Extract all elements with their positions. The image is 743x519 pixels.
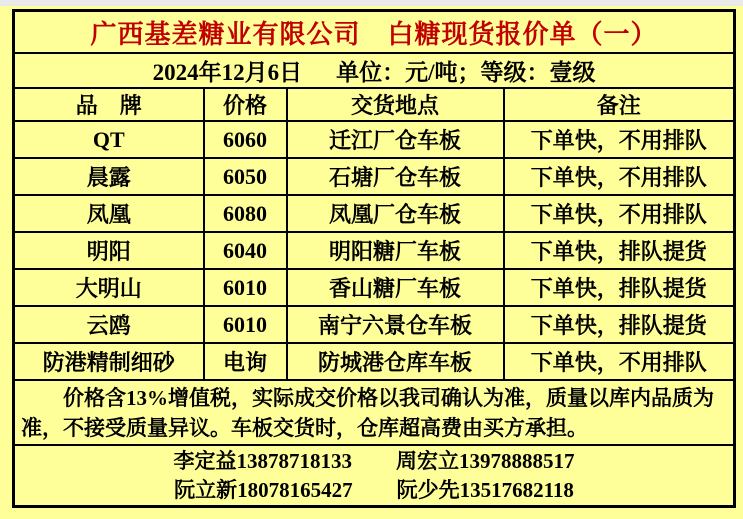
quote-table <box>12 9 736 508</box>
col-header-price: 价格 <box>204 88 287 121</box>
date-row <box>14 53 735 88</box>
brand-cell: 大明山 <box>14 269 204 306</box>
price-cell: 6060 <box>204 121 287 158</box>
brand-cell: 凤凰 <box>14 195 204 232</box>
remark-cell: 下单快，排队提货 <box>504 269 735 306</box>
location-cell: 迁江厂仓车板 <box>287 121 504 158</box>
brand-cell: 晨露 <box>14 158 204 195</box>
contact-entry: 阮立新18078165427 <box>174 477 353 502</box>
remark-cell: 下单快，不用排队 <box>504 158 735 195</box>
remark-cell: 下单快，排队提货 <box>504 232 735 269</box>
contact-entry: 李定益13878718133 <box>173 448 352 473</box>
location-cell: 防城港仓库车板 <box>287 343 504 380</box>
table-row <box>14 269 735 306</box>
disclaimer-row <box>14 380 735 445</box>
price-cell: 6050 <box>204 158 287 195</box>
remark-cell: 下单快，不用排队 <box>504 195 735 232</box>
location-cell: 凤凰厂仓车板 <box>287 195 504 232</box>
brand-cell: QT <box>14 121 204 158</box>
remark-cell: 下单快，不用排队 <box>504 343 735 380</box>
table-row <box>14 121 735 158</box>
col-header-location: 交货地点 <box>287 88 504 121</box>
date-unit-cell <box>14 53 735 88</box>
price-cell: 6040 <box>204 232 287 269</box>
date-text: 2024年12月6日 <box>152 60 303 85</box>
location-cell: 香山糖厂车板 <box>287 269 504 306</box>
table-row <box>14 158 735 195</box>
disclaimer-cell <box>14 380 735 445</box>
brand-cell: 明阳 <box>14 232 204 269</box>
remark-cell: 下单快，排队提货 <box>504 306 735 343</box>
brand-cell: 云鸥 <box>14 306 204 343</box>
unit-grade-text: 单位：元/吨；等级：壹级 <box>336 60 596 85</box>
title-row <box>14 11 735 54</box>
location-cell: 南宁六景仓车板 <box>287 306 504 343</box>
table-row <box>14 195 735 232</box>
location-cell: 明阳糖厂车板 <box>287 232 504 269</box>
contact-line <box>15 447 733 476</box>
header-row <box>14 88 735 121</box>
sheet-title: 广西基差糖业有限公司 白糖现货报价单（一） <box>14 11 735 54</box>
brand-cell: 防港精制细砂 <box>14 343 204 380</box>
remark-cell: 下单快，不用排队 <box>504 121 735 158</box>
contact-entry: 周宏立13978888517 <box>396 448 575 473</box>
price-cell: 6010 <box>204 306 287 343</box>
table-row <box>14 232 735 269</box>
table-row <box>14 306 735 343</box>
contacts-row <box>14 445 735 507</box>
top-edge-strip <box>0 0 743 6</box>
col-header-remark: 备注 <box>504 88 735 121</box>
price-cell: 6010 <box>204 269 287 306</box>
col-header-brand: 品 牌 <box>14 88 204 121</box>
contact-line <box>15 476 733 505</box>
table-row <box>14 343 735 380</box>
location-cell: 石塘厂仓车板 <box>287 158 504 195</box>
contacts-cell <box>14 445 735 507</box>
price-cell: 6080 <box>204 195 287 232</box>
contact-entry: 阮少先13517682118 <box>396 477 574 502</box>
disclaimer-text: 价格含13%增值税，实际成交价格以我司确认为准，质量以库内品质为准，不接受质量异议。车板交货时，仓库超高费由买方承担。 <box>21 385 714 440</box>
price-cell: 电询 <box>204 343 287 380</box>
